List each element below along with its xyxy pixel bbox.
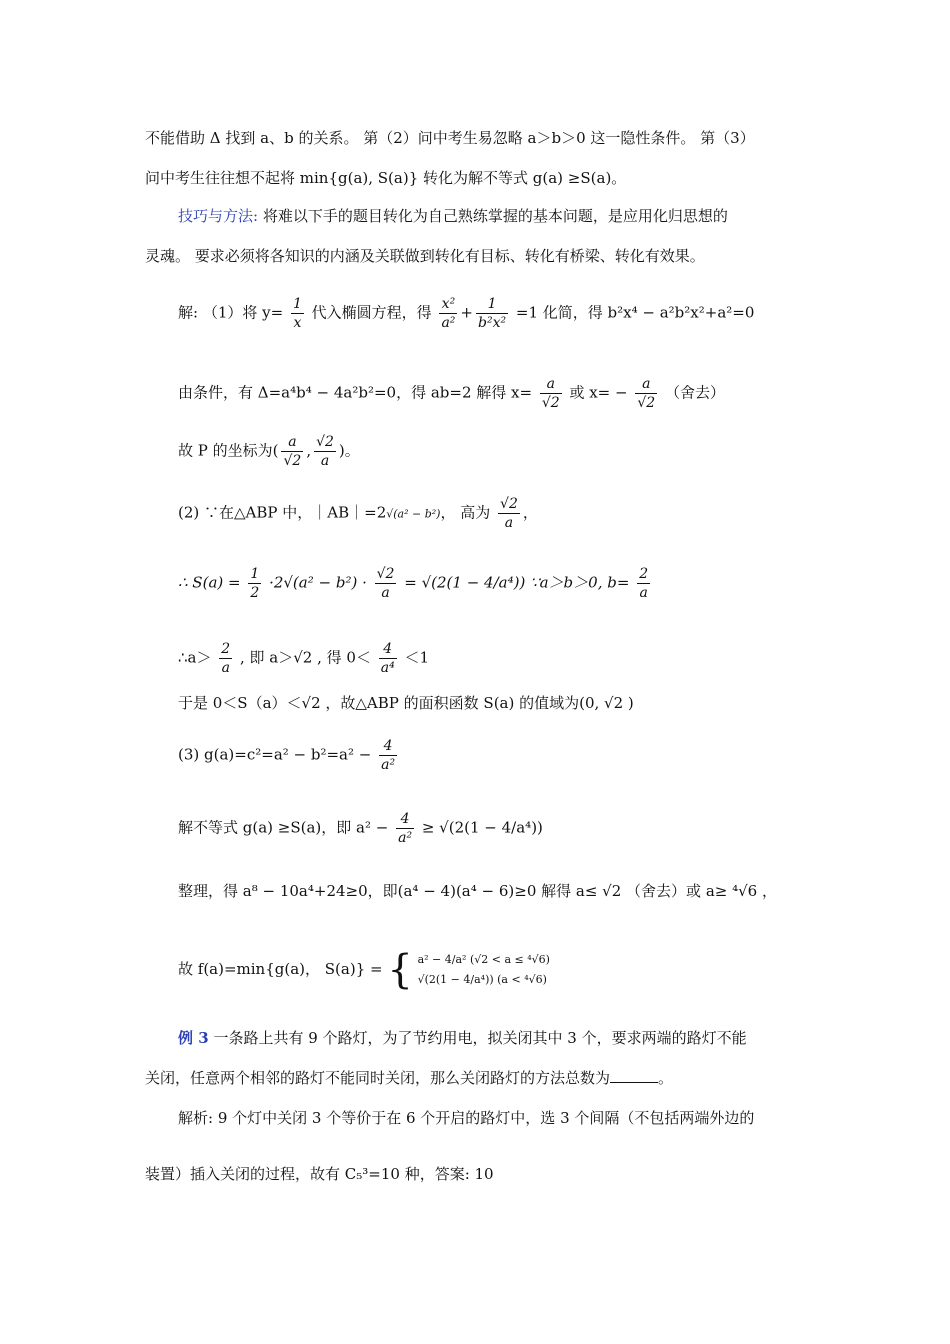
text-span: 代入椭圆方程，得 (311, 303, 437, 322)
text-line: 解析: 9 个灯中关闭 3 个等价于在 6 个开启的路灯中，选 3 个间隔（不包括两端外边的 (178, 1109, 755, 1127)
text-line: 整理，得 a⁸ − 10a⁴+24≥0，即(a⁴ − 4)(a⁴ − 6)≥0 解得 a≤ √2 （舍去）或 a≥ ⁴√6 ， (178, 882, 777, 900)
text-line: 装置）插入关闭的过程，故有 C₅³=10 种，答案: 10 (145, 1165, 494, 1183)
text-span: ∴ S(a) = (178, 573, 241, 592)
text-span: 解不等式 g(a) ≥S(a)，即 a² − (178, 818, 394, 837)
fraction: $\frac{1}{x}$ (292, 296, 302, 331)
text-span: ·2√(a² − b²) · (269, 573, 367, 592)
text-line (178, 205, 728, 227)
fraction: $\frac{a}{√2}$ (283, 434, 302, 469)
fraction: $\frac{a}{√2}$ (541, 376, 560, 411)
example-label: 例 3 (178, 1029, 209, 1047)
fraction: $\frac{4}{\text{a⁴}}$ (380, 641, 395, 676)
solution-line: 故 P 的坐标为( $\frac{a}{√2}$ , $\frac{√2}{a}$ )。 (178, 434, 360, 469)
solution-line (178, 640, 429, 677)
text-span: =1 化简，得 b²x⁴ − a²b²x²+a²=0 (515, 303, 755, 322)
text-span: 将难以下手的题目转化为自己熟练掌握的基本问题，是应用化归思想的 (258, 207, 728, 225)
piecewise-cases (418, 950, 550, 990)
fraction: $\frac{√2}{a}$ (376, 566, 395, 601)
fraction: $\frac{√2}{a}$ (316, 434, 334, 469)
text-span: (3) g(a)=c²=a² − b²=a² − (178, 745, 377, 764)
text-span: )。 (338, 441, 360, 460)
fraction: $\frac{2}{a}$ (639, 566, 649, 601)
solution-line (178, 495, 538, 532)
radical: √(a² − b²) (386, 507, 441, 521)
text-span: 由条件，有 Δ=a⁴b⁴ − 4a²b²=0，得 ab=2 解得 x= (178, 383, 533, 402)
answer-blank (610, 1068, 658, 1083)
text-line: 灵魂。 要求必须将各知识的内涵及关联做到转化有目标、转化有桥梁、转化有效果。 (145, 247, 705, 265)
solution-line (178, 737, 400, 774)
fraction: $\frac{4}{\text{a²}}$ (398, 811, 413, 846)
solution-line (178, 375, 725, 412)
fraction: $\frac{√2}{a}$ (500, 496, 518, 531)
fraction: $\frac{\text{x²}}{\text{a²}}$ (441, 296, 456, 331)
text-line (178, 1027, 747, 1049)
piece-case: √(2(1 − 4/a⁴)) (a < ⁴√6) (417, 973, 547, 986)
fraction: $\frac{1}{2}$ (250, 566, 260, 601)
solution-line (178, 947, 550, 993)
text-line: 不能借助 Δ 找到 a、b 的关系。 第（2）问中考生易忽略 a＞b＞0 这一隐性条件。 第（3） (145, 129, 755, 147)
text-span: 或 x= − (569, 383, 633, 402)
left-brace-icon: { (387, 947, 413, 993)
fraction: $\frac{1}{\text{b²x²}}$ (478, 296, 507, 331)
fraction: $\frac{4}{\text{a²}}$ (381, 738, 396, 773)
text-span: = √(2(1 − 4/a⁴)) ∵a＞b＞0, b= (404, 573, 630, 592)
text-span: 。 (658, 1069, 674, 1087)
text-span: ＜1 (404, 648, 430, 667)
text-span: (2) ∵在△ABP 中，｜AB｜=2 (178, 503, 387, 522)
piece-case: a² − 4/a² (√2 < a ≤ ⁴√6) (417, 953, 550, 966)
text-span: ， 高为 (440, 503, 491, 522)
fraction: $\frac{a}{√2}$ (637, 376, 656, 411)
text-line: 于是 0＜S（a）＜√2 ，故△ABP 的面积函数 S(a) 的值域为(0, √2 ) (178, 694, 634, 712)
text-span: 关闭，任意两个相邻的路灯不能同时关闭，那么关闭路灯的方法总数为 (145, 1069, 611, 1087)
solution-line (178, 810, 543, 847)
text-span: , 即 a＞√2 , 得 0＜ (239, 648, 371, 667)
fraction: $\frac{2}{a}$ (221, 641, 231, 676)
text-span: 解: （1）将 y= (178, 303, 284, 322)
text-span: ， (522, 503, 538, 522)
text-span: 一条路上共有 9 个路灯，为了节约用电，拟关闭其中 3 个，要求两端的路灯不能 (208, 1029, 747, 1047)
text-span: 故 f(a)=min{g(a)， S(a)} = (178, 960, 388, 978)
solution-line: 解: （1）将 y= $\frac{1}{x}$ 代入椭圆方程，得 $\frac{\text{x²}}{\text{a²}}$ + $\frac{1}{\text{b²x²}}$ =1 化简，得 b²x⁴ − a²b²x²+a²=0 (178, 296, 755, 331)
text-span: ∴a＞ (178, 648, 212, 667)
text-line: 问中考生往往想不起将 min{g(a), S(a)} 转化为解不等式 g(a) ≥S(a)。 (145, 169, 627, 187)
text-span: ≥ √(2(1 − 4/a⁴)) (417, 818, 543, 837)
solution-line (178, 565, 653, 602)
section-label: 技巧与方法: (178, 207, 259, 225)
text-span: （舍去） (664, 383, 725, 402)
text-span: 故 P 的坐标为( (178, 441, 279, 460)
text-line (145, 1067, 673, 1089)
